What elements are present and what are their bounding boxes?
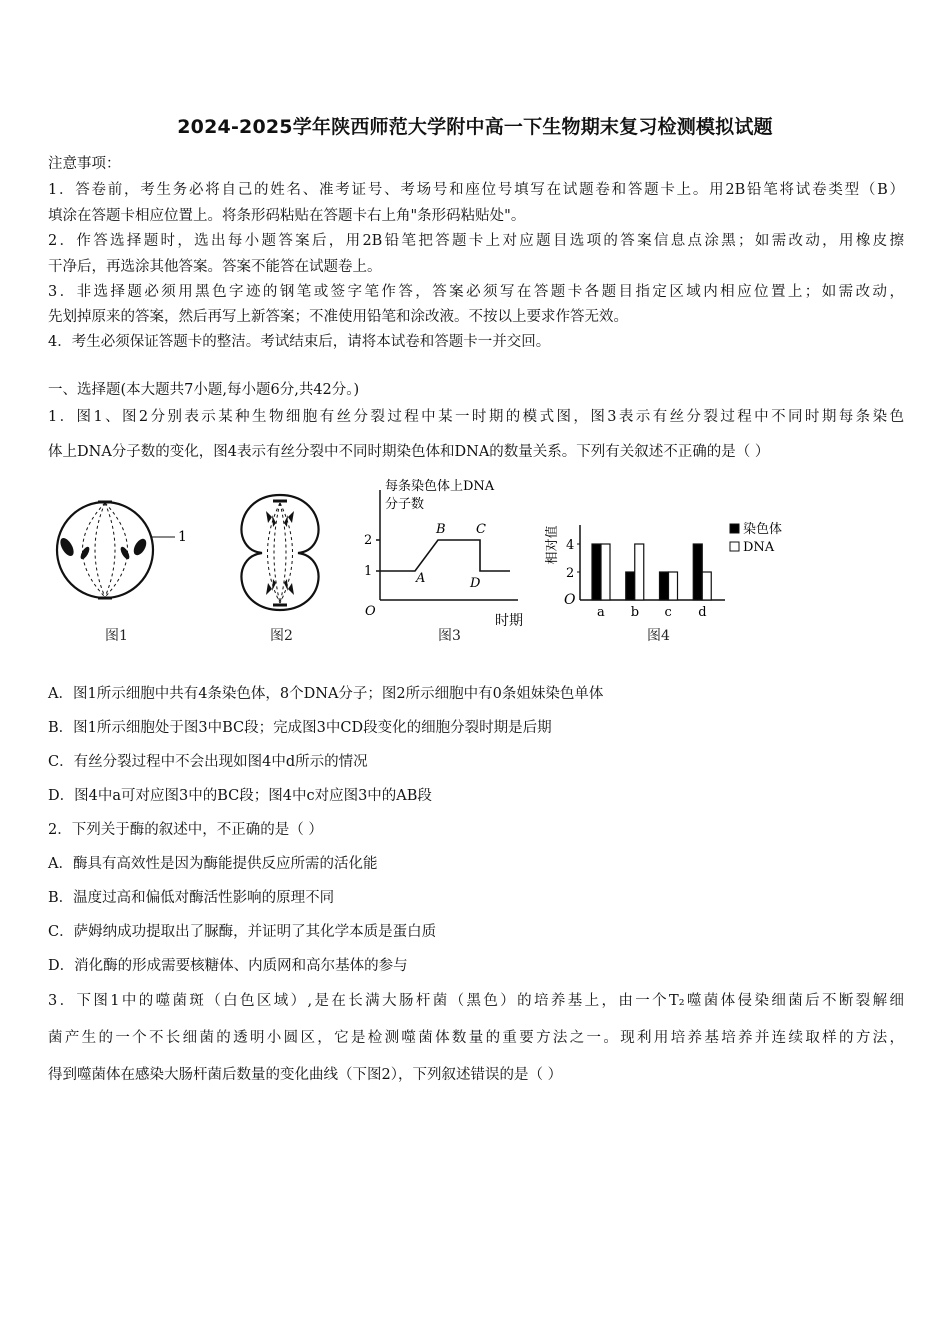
q1-option-d: D．图4中a可对应图3中的BC段；图4中c对应图3中的AB段	[48, 788, 432, 804]
fig4-bar-dna	[635, 544, 644, 600]
fig3-point: C	[476, 522, 486, 537]
fig3-point: B	[436, 522, 446, 537]
notice-line: 先划掉原来的答案，然后再写上新答案；不准使用铅笔和涂改液。不按以上要求作答无效。	[48, 309, 628, 325]
fig3-xlabel: 时期	[495, 613, 523, 629]
q1-stem-line1: 1．图1、图2分别表示某种生物细胞有丝分裂过程中某一时期的模式图，图3表示有丝分裂过程中不同时期每条染色	[48, 409, 904, 425]
fig4-category-label: d	[698, 605, 707, 620]
q1-option-b: B．图1所示细胞处于图3中BC段；完成图3中CD段变化的细胞分裂时期是后期	[48, 720, 552, 736]
q2-option-c: C．萨姆纳成功提取出了脲酶，并证明了其化学本质是蛋白质	[48, 924, 437, 940]
q2-option-d: D．消化酶的形成需要核糖体、内质网和高尔基体的参与	[48, 958, 408, 974]
fig4-category-label: a	[597, 605, 605, 620]
fig4-legend-swatch	[730, 542, 739, 551]
page-title: 2024-2025学年陕西师范大学附中高一下生物期末复习检测模拟试题	[177, 116, 773, 138]
fig3-point: A	[416, 571, 426, 586]
fig4-legend-label: 染色体	[743, 522, 783, 537]
fig3-ytick: 1	[364, 564, 373, 579]
section-heading: 一、选择题(本大题共7小题,每小题6分,共42分。)	[48, 382, 360, 398]
q1-option-a: A．图1所示细胞中共有4条染色体，8个DNA分子；图2所示细胞中有0条姐妹染色单体	[48, 686, 604, 702]
fig1-label: 1	[178, 529, 187, 545]
fig4-bar-chromosome	[592, 544, 601, 600]
fig3-ytick: 2	[364, 533, 373, 548]
fig4-legend-swatch	[730, 524, 739, 533]
fig4-bar-dna	[601, 544, 610, 600]
fig4-chart	[544, 521, 782, 620]
q3-stem-line1: 3．下图1中的噬菌斑（白色区域）,是在长满大肠杆菌（黑色）的培养基上，由一个T₂噬菌体侵染细菌后不断裂解细	[48, 993, 904, 1009]
fig3-origin: O	[365, 604, 376, 619]
notice-line: 填涂在答题卡相应位置上。将条形码粘贴在答题卡右上角"条形码粘贴处"。	[48, 208, 526, 224]
fig4-origin: O	[564, 592, 576, 608]
notice-line: 1．答卷前，考生务必将自己的姓名、准考证号、考场号和座位号填写在试题卷和答题卡上。用2B铅笔将试卷类型（B）	[48, 182, 904, 198]
fig3-ylabel: 分子数	[385, 497, 425, 512]
fig4-ylabel: 相对值	[545, 525, 560, 565]
fig4-bar-chromosome	[660, 572, 669, 600]
q2-stem: 2．下列关于酶的叙述中，不正确的是（ ）	[48, 822, 323, 838]
fig4-bar-chromosome	[626, 572, 635, 600]
q1-option-c: C．有丝分裂过程中不会出现如图4中d所示的情况	[48, 754, 368, 770]
fig2-caption: 图2	[270, 628, 293, 644]
notice-line: 2．作答选择题时，选出每小题答案后，用2B铅笔把答题卡上对应题目选项的答案信息点涂黑；如需改动，用橡皮擦	[48, 233, 904, 249]
fig1-chromosomes	[58, 536, 149, 561]
fig4-bar-dna	[702, 572, 711, 600]
q2-option-b: B．温度过高和偏低对酶活性影响的原理不同	[48, 890, 335, 906]
fig3-ylabel: 每条染色体上DNA	[385, 479, 495, 494]
fig4-caption: 图4	[647, 628, 670, 644]
fig2-cell	[241, 495, 318, 610]
fig1-caption: 图1	[105, 628, 128, 644]
notice-line: 3．非选择题必须用黑色字迹的钢笔或签字笔作答，答案必须写在答题卡各题目指定区域内相应位置上；如需改动，	[48, 284, 904, 300]
fig3-curve	[380, 540, 510, 571]
notice-line: 干净后，再选涂其他答案。答案不能答在试题卷上。	[48, 259, 382, 275]
fig4-category-label: c	[664, 605, 672, 620]
fig4-category-label: b	[630, 605, 640, 620]
fig4-bar-dna	[669, 572, 678, 600]
fig3-point: D	[470, 576, 481, 591]
fig4-bar-chromosome	[693, 544, 702, 600]
fig4-ytick-label: 4	[566, 538, 575, 553]
figure-strip	[40, 465, 910, 655]
notice-heading: 注意事项：	[48, 156, 121, 172]
fig4-legend-label: DNA	[743, 540, 775, 555]
fig1-cell	[57, 502, 175, 598]
fig4-ytick-label: 2	[566, 566, 575, 581]
q1-stem-line2: 体上DNA分子数的变化，图4表示有丝分裂中不同时期染色体和DNA的数量关系。下列有关叙述不正确的是（ ）	[48, 444, 770, 460]
q3-stem-line2: 菌产生的一个不长细菌的透明小圆区，它是检测噬菌体数量的重要方法之一。现利用培养基培养并连续取样的方法，	[48, 1030, 904, 1046]
notice-line: 4．考生必须保证答题卡的整洁。考试结束后，请将本试卷和答题卡一并交回。	[48, 334, 551, 350]
fig2-chromosomes	[266, 511, 294, 595]
q3-stem-line3: 得到噬菌体在感染大肠杆菌后数量的变化曲线（下图2），下列叙述错误的是（ ）	[48, 1067, 563, 1083]
q2-option-a: A．酶具有高效性是因为酶能提供反应所需的活化能	[48, 856, 378, 872]
fig3-caption: 图3	[438, 628, 461, 644]
q1-figures	[40, 465, 910, 655]
